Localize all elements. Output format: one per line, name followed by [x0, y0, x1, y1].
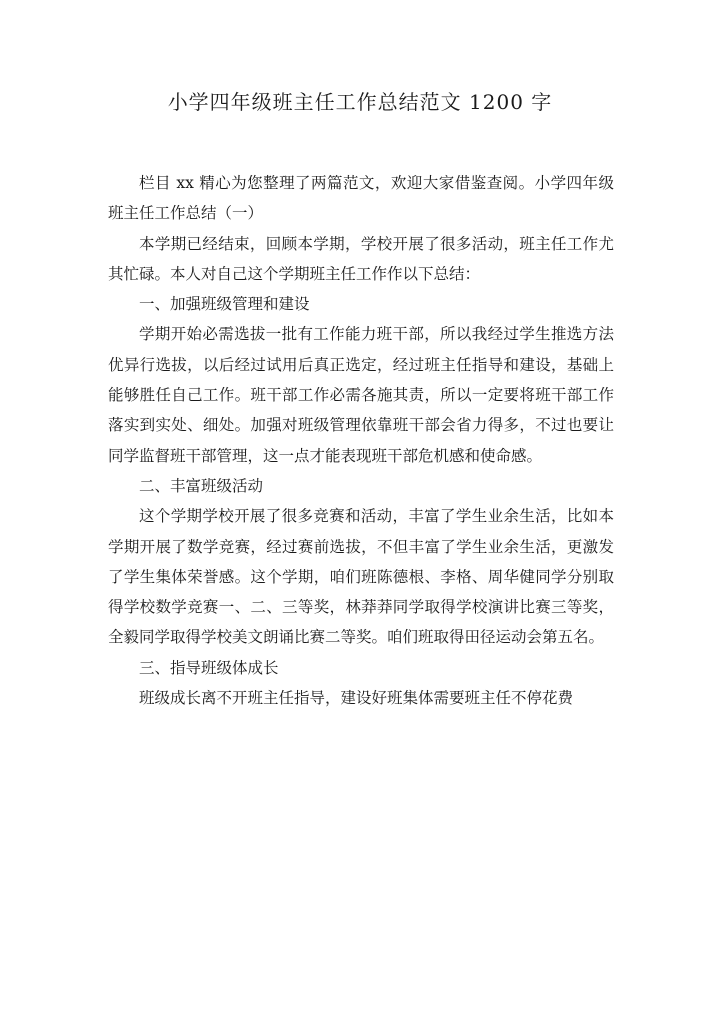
summary-paragraph: 本学期已经结束，回顾本学期，学校开展了很多活动，班主任工作尤其忙碌。本人对自己这个学期班主任工作作以下总结： — [108, 234, 614, 283]
section-1-paragraph: 学期开始必需选拔一批有工作能力班干部，所以我经过学生推选方法优异行选拔，以后经过试用后真正选定，经过班主任指导和建设，基础上能够胜任自己工作。班干部工作必需各施其责，所以一定要将班干部工作落实到实处、细处。加强对班级管理依靠班干部会省力得多，不过也要让同学监督班干部管理，这一点才能表现班干部危机感和使命感。 — [108, 325, 614, 465]
section-3-paragraph: 班级成长离不开班主任指导，建设好班集体需要班主任不停花费 — [139, 689, 574, 708]
section-2-paragraph: 这个学期学校开展了很多竞赛和活动，丰富了学生业余生活，比如本学期开展了数学竞赛，经过赛前选拔，不但丰富了学生业余生活，更激发了学生集体荣誉感。这个学期，咱们班陈德根、李格、周华健同学分别取得学校数学竞赛一、二、三等奖，林莽莽同学取得学校演讲比赛三等奖，全毅同学取得学校美文朗诵比赛二等奖。咱们班取得田径运动会第五名。 — [108, 507, 614, 647]
section-heading-1: 一、加强班级管理和建设 — [139, 295, 310, 314]
intro-paragraph: 栏目 xx 精心为您整理了两篇范文，欢迎大家借鉴查阅。小学四年级班主任工作总结（一） — [108, 174, 614, 223]
section-heading-3: 三、指导班级体成长 — [139, 658, 279, 677]
section-heading-2: 二、丰富班级活动 — [139, 476, 264, 495]
document-body — [108, 168, 614, 713]
document-title: 小学四年级班主任工作总结范文 1200 字 — [167, 90, 553, 114]
